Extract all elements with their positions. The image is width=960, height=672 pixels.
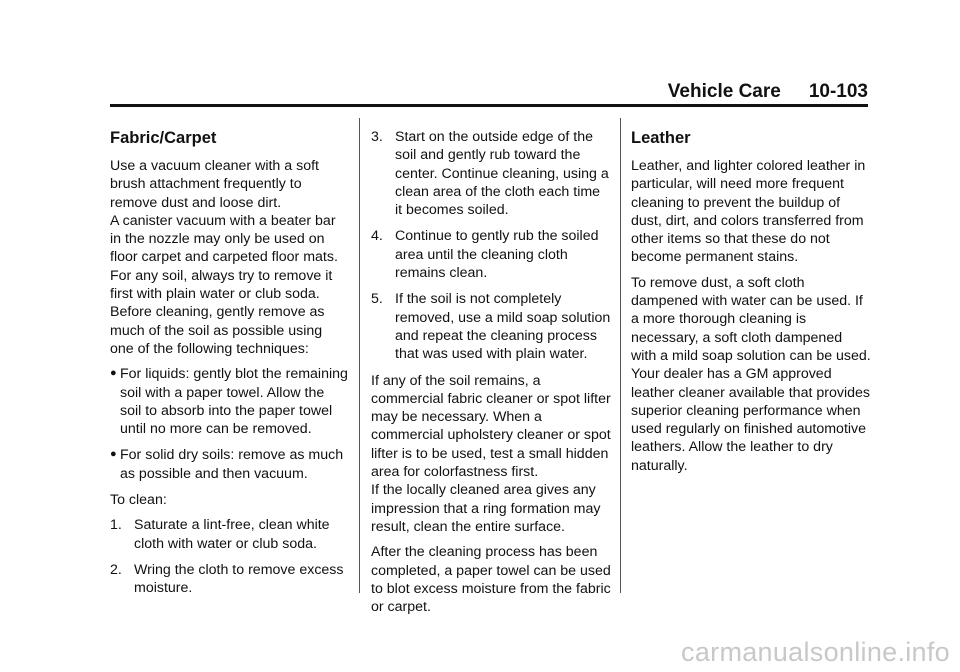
list-item	[110, 516, 348, 553]
column-divider	[620, 118, 621, 593]
list-item-text: For liquids: gently blot the remaining soil with a paper towel. Allow the soil to absorb into the paper towel until no more can be removed.	[120, 366, 348, 438]
page-number: 10-103	[808, 81, 868, 102]
step-number: 1.	[110, 517, 122, 534]
list-item	[110, 561, 348, 598]
section-heading-fabric: Fabric/Carpet	[110, 129, 217, 147]
list-item	[371, 227, 611, 282]
watermark: carmanualsonline.info	[681, 637, 950, 667]
list-item	[110, 365, 348, 438]
paragraph: If the locally cleaned area gives any impression that a ring formation may result, clean the entire surface.	[371, 482, 601, 535]
paragraph: To clean:	[110, 492, 167, 509]
step-text: Wring the cloth to remove excess moisture.	[134, 561, 344, 597]
list-item	[371, 290, 611, 363]
section-title: Vehicle Care	[667, 81, 781, 102]
step-number: 3.	[371, 129, 383, 145]
column-2	[371, 128, 611, 623]
list-item-text: For solid dry soils: remove as much as possible and then vacuum.	[120, 447, 344, 482]
bullet-icon: ●	[110, 448, 117, 461]
paragraph: Before cleaning, gently remove as much of the soil as possible using one of the following techniques:	[110, 304, 325, 357]
page-header	[668, 81, 868, 103]
step-text: If the soil is not completely removed, use a mild soap solution and repeat the cleaning process that was used with plain water.	[395, 291, 611, 363]
list-item	[110, 446, 348, 483]
step-text: Continue to gently rub the soiled area until the cleaning cloth remains clean.	[395, 228, 599, 282]
bullet-icon: ●	[110, 367, 117, 380]
paragraph: Use a vacuum cleaner with a soft brush attachment frequently to remove dust and loose dirt.	[110, 158, 319, 211]
column-divider	[359, 118, 360, 593]
paragraph: To remove dust, a soft cloth dampened with water can be used. If a more thorough cleaning is necessary, a soft cloth dampened with a mild soap solution can be used. Your dealer has a GM approved leather cleaner available that provides superior cleaning performance when used regularly on finished automotive leathers. Allow the leather to dry naturally.	[631, 274, 871, 474]
paragraph: If any of the soil remains, a commercial fabric cleaner or spot lifter may be necessary. When a commercial upholstery cleaner or spot lifter is to be used, test a small hidden area for colorfastness first.	[371, 372, 611, 481]
section-heading-leather: Leather	[631, 129, 691, 147]
paragraph: For any soil, always try to remove it first with plain water or club soda.	[110, 267, 333, 303]
step-number: 4.	[371, 228, 383, 245]
column-3	[631, 128, 871, 482]
list-item	[371, 128, 611, 219]
step-number: 2.	[110, 561, 122, 578]
step-text: Start on the outside edge of the soil and gently rub toward the center. Continue cleaning, using a clean area of the cloth each time it becomes soiled.	[395, 129, 609, 219]
step-text: Saturate a lint-free, clean white cloth with water or club soda.	[134, 517, 330, 552]
column-1	[110, 128, 348, 606]
step-number: 5.	[371, 291, 383, 308]
paragraph: After the cleaning process has been completed, a paper towel can be used to blot excess moisture from the fabric or carpet.	[371, 544, 611, 616]
header-rule	[110, 104, 868, 107]
paragraph: Leather, and lighter colored leather in particular, will need more frequent cleaning to prevent the buildup of dust, dirt, and colors transferred from other items so that these do not become permanent stains.	[631, 158, 866, 266]
paragraph: A canister vacuum with a beater bar in the nozzle may only be used on floor carpet and carpeted floor mats.	[110, 212, 338, 266]
